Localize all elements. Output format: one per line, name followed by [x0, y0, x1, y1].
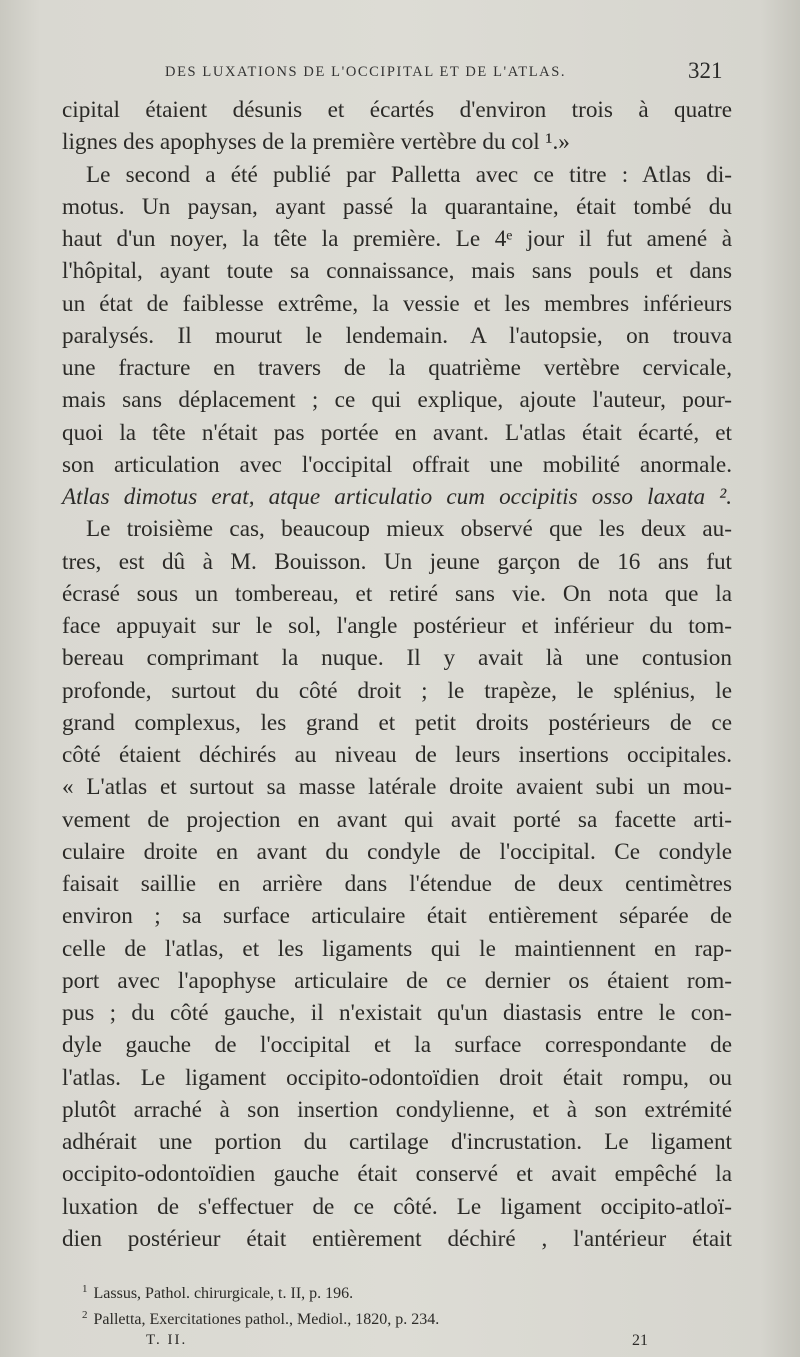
text-line: environ ; sa surface articulaire était entièrement séparée de — [62, 903, 732, 930]
text-line: pus ; du côté gauche, il n'existait qu'un diastasis entre le con- — [62, 1000, 732, 1026]
text-line: Le second a été publié par Palletta avec ce titre : Atlas di- — [86, 161, 732, 188]
text-line: port avec l'apophyse articulaire de ce dernier os étaient rom- — [62, 967, 732, 994]
text-line: lignes des apophyses de la première vertèbre du col ¹.» — [62, 129, 570, 156]
text-line: celle de l'atlas, et les ligaments qui le maintiennent en rap- — [62, 935, 732, 962]
text-line: grand complexus, les grand et petit droits postérieurs de ce — [62, 709, 732, 736]
text-line: paralysés. Il mourut le lendemain. A l'autopsie, on trouva — [62, 322, 732, 349]
footnote-text: Lassus, Pathol. chirurgicale, t. II, p. 196. — [93, 1285, 354, 1302]
text-line: motus. Un paysan, ayant passé la quarantaine, était tombé du — [62, 193, 732, 220]
text-line-italic: Atlas dimotus erat, atque articulatio cum occipitis osso laxata ². — [62, 484, 732, 510]
text-line: une fracture en travers de la quatrième vertèbre cervicale, — [62, 355, 732, 381]
text-line: plutôt arraché à son insertion condylienne, et à son extrémité — [62, 1096, 732, 1123]
text-line: vement de projection en avant qui avait porté sa facette arti- — [62, 806, 732, 833]
footnote-text: Palletta, Exercitationes pathol., Mediol., 1820, p. 234. — [93, 1311, 440, 1328]
footnote — [82, 1276, 732, 1302]
text-line: « L'atlas et surtout sa masse latérale droite avaient subi un mou- — [62, 774, 732, 801]
body-text — [62, 94, 732, 1255]
volume-signature: T. II. — [146, 1332, 188, 1348]
text-line: culaire droite en avant du condyle de l'occipital. Ce condyle — [62, 838, 732, 865]
page-header — [0, 58, 800, 90]
sheet-number: 21 — [632, 1332, 648, 1349]
footnote-marker: 1 — [82, 1283, 88, 1295]
text-line: profonde, surtout du côté droit ; le trapèze, le splénius, le — [62, 677, 732, 704]
text-line: adhérait une portion du cartilage d'incrustation. Le ligament — [62, 1129, 732, 1155]
text-line: un état de faiblesse extrême, la vessie et les membres inférieurs — [62, 290, 732, 317]
text-line: cipital étaient désunis et écartés d'environ trois à quatre — [62, 97, 732, 123]
text-line: l'atlas. Le ligament occipito-odontoïdien droit était rompu, ou — [62, 1064, 732, 1091]
text-line: Le troisième cas, beaucoup mieux observé que les deux au- — [86, 516, 732, 543]
text-line: son articulation avec l'occipital offrait une mobilité anormale. — [62, 451, 732, 478]
running-title: DES LUXATIONS DE L'OCCIPITAL ET DE L'ATLAS. — [165, 64, 567, 80]
footnote — [82, 1302, 732, 1328]
text-line: dien postérieur était entièrement déchiré , l'antérieur était — [62, 1225, 732, 1252]
text-line: luxation de s'effectuer de ce côté. Le ligament occipito-atloï- — [62, 1193, 732, 1220]
text-line: côté étaient déchirés au niveau de leurs insertions occipitales. — [62, 742, 732, 768]
text-line: quoi la tête n'était pas portée en avant. L'atlas était écarté, et — [62, 419, 732, 446]
text-line: dyle gauche de l'occipital et la surface correspondante de — [62, 1032, 732, 1059]
footnote-marker: 2 — [82, 1309, 88, 1321]
text-line: bereau comprimant la nuque. Il y avait là une contusion — [62, 645, 732, 672]
text-line: haut d'un noyer, la tête la première. Le 4ᵉ jour il fut amené à — [62, 226, 732, 252]
text-line: faisait saillie en arrière dans l'étendue de deux centimètres — [62, 871, 732, 897]
text-line: face appuyait sur le sol, l'angle postérieur et inférieur du tom- — [62, 613, 732, 639]
footnotes — [82, 1276, 732, 1328]
text-line: écrasé sous un tombereau, et retiré sans vie. On nota que la — [62, 580, 732, 607]
text-line: l'hôpital, ayant toute sa connaissance, mais sans pouls et dans — [62, 258, 732, 285]
text-line: tres, est dû à M. Bouisson. Un jeune garçon de 16 ans fut — [62, 548, 732, 575]
page-footer — [0, 1332, 800, 1354]
text-line: occipito-odontoïdien gauche était conservé et avait empêché la — [62, 1161, 732, 1188]
page-number: 321 — [688, 58, 723, 83]
text-line: mais sans déplacement ; ce qui explique, ajoute l'auteur, pour- — [62, 387, 732, 414]
